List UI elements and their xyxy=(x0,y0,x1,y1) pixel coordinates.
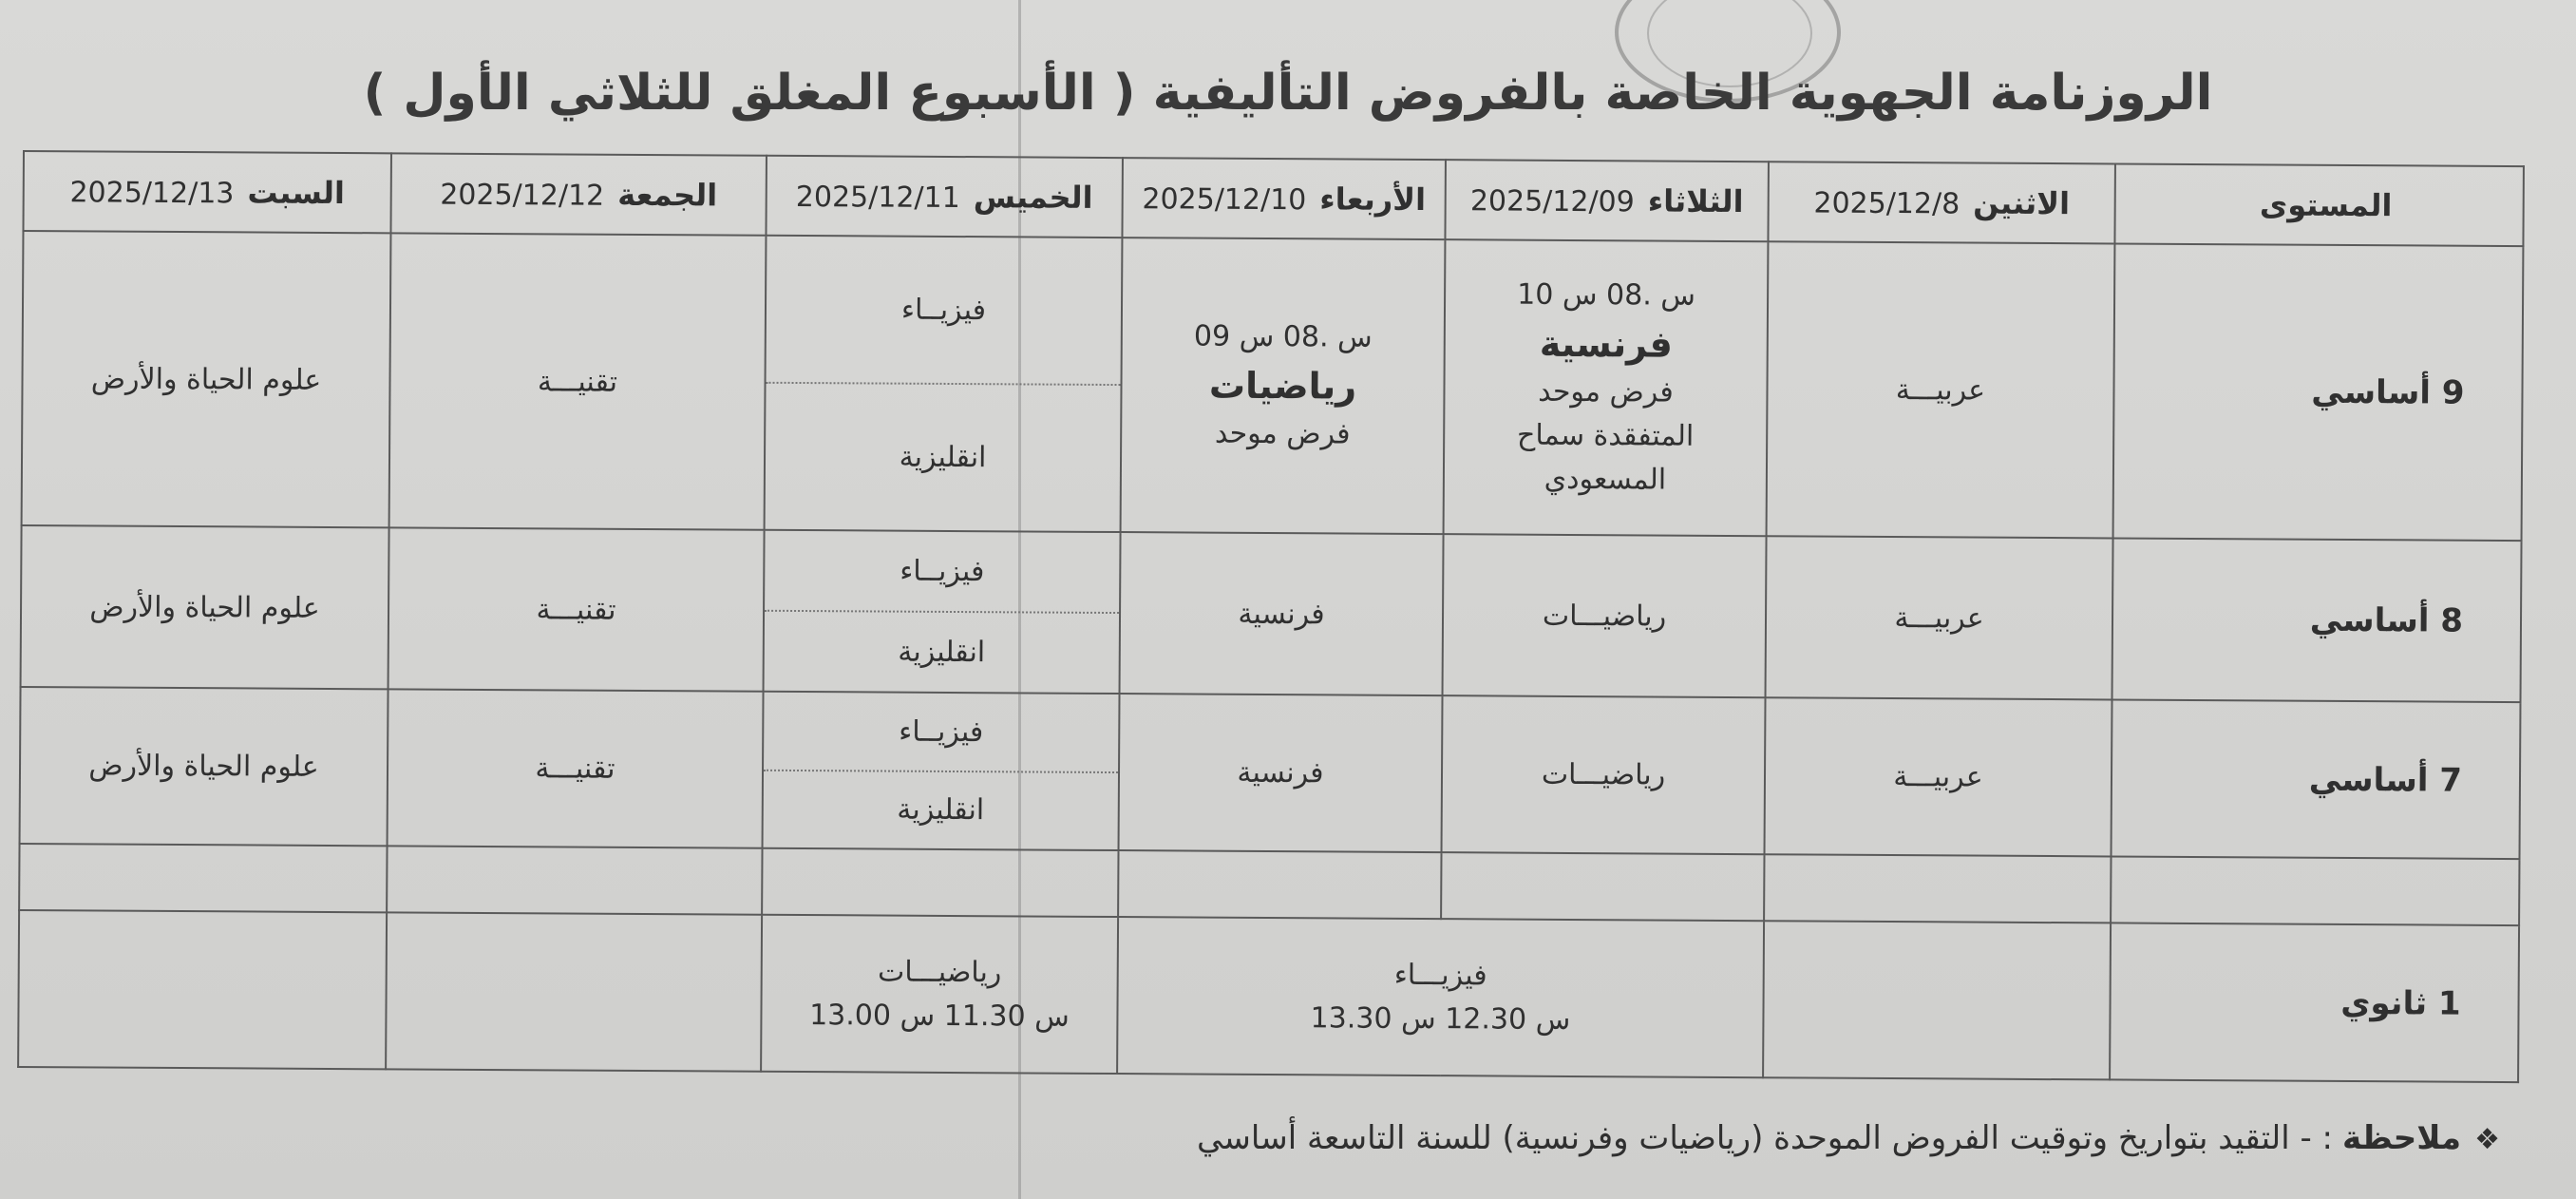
subject-english: انقليزية xyxy=(766,382,1121,531)
cell-g7-friday: تقنيـــة xyxy=(388,689,764,847)
subject-english: انقليزية xyxy=(765,610,1120,693)
subject-physics: فيزيــاء xyxy=(899,714,984,749)
cell-g9-monday: عربيـــة xyxy=(1767,241,2115,538)
table-row xyxy=(21,525,2522,702)
header-wednesday: الأربعاء2025/12/10 xyxy=(1122,158,1446,239)
cell-g7-thursday xyxy=(763,692,1120,850)
empty-cell xyxy=(19,844,387,912)
header-level: المستوى xyxy=(2114,163,2524,246)
note-text: : - التقيد بتواريخ وتوقيت الفروض الموحدة (رياضيات وفرنسية) للسنة التاسعة أساسي xyxy=(1197,1119,2333,1157)
cell-g9-tuesday xyxy=(1444,239,1769,536)
cell-g7-tuesday: رياضيـــات xyxy=(1442,695,1766,854)
cell-g9-wednesday xyxy=(1121,238,1446,534)
page-title: الروزنامة الجهوية الخاصة بالفروض التأليفية ( الأسبوع المغلق للثلاثي الأول ) xyxy=(363,65,2213,122)
cell-s1-tuesday-wednesday xyxy=(1117,917,1764,1077)
level-cell: 1 ثانوي xyxy=(2110,923,2519,1082)
level-cell: 7 أساسي xyxy=(2111,699,2520,859)
cell-g8-monday: عربيـــة xyxy=(1766,536,2113,699)
header-monday: الاثنين2025/12/8 xyxy=(1768,162,2115,243)
schedule-table xyxy=(17,150,2525,1083)
exam-note: فرض موحد xyxy=(1538,374,1674,409)
header-row xyxy=(23,151,2523,246)
cell-g8-saturday: علوم الحياة والأرض xyxy=(21,525,389,689)
cell-s1-friday xyxy=(386,912,762,1071)
table-row xyxy=(22,231,2524,541)
table-row xyxy=(20,687,2521,859)
exam-time: س .08 س 10 xyxy=(1517,277,1696,313)
header-saturday: السبت2025/12/13 xyxy=(23,151,391,233)
table-row xyxy=(18,910,2519,1082)
empty-cell xyxy=(2111,856,2519,925)
cell-g8-wednesday: فرنسية xyxy=(1120,532,1444,695)
cell-g7-saturday: علوم الحياة والأرض xyxy=(20,687,388,846)
cell-g8-friday: تقنيـــة xyxy=(388,527,765,691)
empty-cell xyxy=(1118,850,1441,919)
subject-english: انقليزية xyxy=(764,769,1118,849)
exam-subject: فرنسية xyxy=(1539,322,1673,366)
cell-g7-monday: عربيـــة xyxy=(1765,697,2112,856)
empty-cell xyxy=(1764,854,2111,923)
cell-g9-thursday xyxy=(765,236,1123,532)
exam-note: المسعودي xyxy=(1544,462,1667,497)
cell-g8-tuesday: رياضيـــات xyxy=(1443,534,1767,697)
exam-time: س .08 س 09 xyxy=(1193,319,1373,354)
bullet-icon: ❖ xyxy=(2474,1123,2500,1156)
header-friday: الجمعة2025/12/12 xyxy=(390,153,767,235)
exam-subject: رياضيات xyxy=(1208,364,1357,408)
cell-g8-thursday xyxy=(764,530,1121,694)
empty-cell xyxy=(1441,852,1764,921)
cell-s1-saturday xyxy=(18,910,387,1069)
exam-time: س 12.30 س 13.30 xyxy=(1310,1000,1571,1037)
level-cell: 9 أساسي xyxy=(2113,243,2524,541)
exam-time: س 11.30 س 13.00 xyxy=(809,998,1070,1034)
cell-s1-thursday xyxy=(761,915,1118,1074)
empty-cell xyxy=(387,846,762,914)
cell-s1-monday xyxy=(1763,921,2111,1079)
exam-subject: فيزيـــاء xyxy=(1393,958,1487,992)
schedule-table-wrapper xyxy=(17,150,2523,1079)
header-tuesday: الثلاثاء2025/12/09 xyxy=(1445,160,1769,241)
note-lead: ملاحظة xyxy=(2341,1119,2462,1157)
subject-physics: فيزيــاء xyxy=(900,554,985,589)
level-cell: 8 أساسي xyxy=(2112,538,2522,702)
exam-subject: رياضيـــات xyxy=(877,955,1002,989)
header-thursday: الخميس2025/12/11 xyxy=(766,156,1123,238)
empty-cell xyxy=(762,848,1118,917)
cell-g7-wednesday: فرنسية xyxy=(1119,694,1443,852)
subject-physics: فيزيــاء xyxy=(900,293,987,328)
cell-g9-saturday: علوم الحياة والأرض xyxy=(22,231,391,527)
footnote xyxy=(1197,1119,2500,1157)
cell-g9-friday: تقنيـــة xyxy=(389,233,767,529)
exam-note: المتفقدة سماح xyxy=(1516,418,1695,453)
exam-note: فرض موحد xyxy=(1214,416,1351,451)
